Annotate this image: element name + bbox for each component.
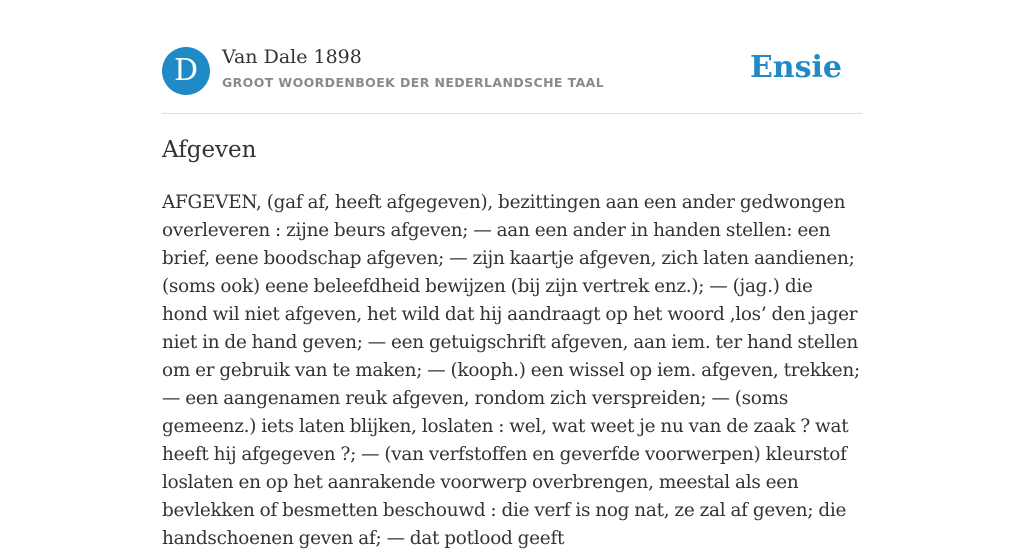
- brand-logo[interactable]: Ensie: [749, 50, 842, 85]
- header-divider: [162, 113, 862, 114]
- header: [162, 46, 862, 96]
- entry-definition: AFGEVEN, (gaf af, heeft afgegeven), bezittingen aan een ander gedwongen overleveren : zijne beurs afgeven; — aan een ander in handen stellen: een brief, eene boodschap afgeven; — zijn kaartje afgeven, zich laten aandienen; (soms ook) eene beleefdheid bewijzen (bij zijn vertrek enz.); — (jag.) die hond wil niet afgeven, het wild dat hij aandraagt op het woord ‚los’ den jager niet in de hand geven; — een getuigschrift afgeven, aan iem. ter hand stellen om er gebruik van te maken; — (kooph.) een wissel op iem. afgeven, trekken; — een aangenamen reuk afgeven, rondom zich verspreiden; — (soms gemeenz.) iets laten blijken, loslaten : wel, wat weet je nu van de zaak ? wat heeft hij afgegeven ?; — (van verfstoffen en geverfde voorwerpen) kleurstof loslaten en op het aanrakende voorwerp overbrengen, meestal als een bevlekken of besmetten beschouwd : die verf is nog nat, ze zal af geven; die handschoenen geven af; — dat potlood geeft: [162, 192, 860, 549]
- source-logo[interactable]: D: [162, 47, 210, 95]
- entry-headword: Afgeven: [162, 137, 257, 163]
- source-title[interactable]: Van Dale 1898: [222, 46, 362, 68]
- source-subtitle: GROOT WOORDENBOEK DER NEDERLANDSCHE TAAL: [222, 75, 605, 90]
